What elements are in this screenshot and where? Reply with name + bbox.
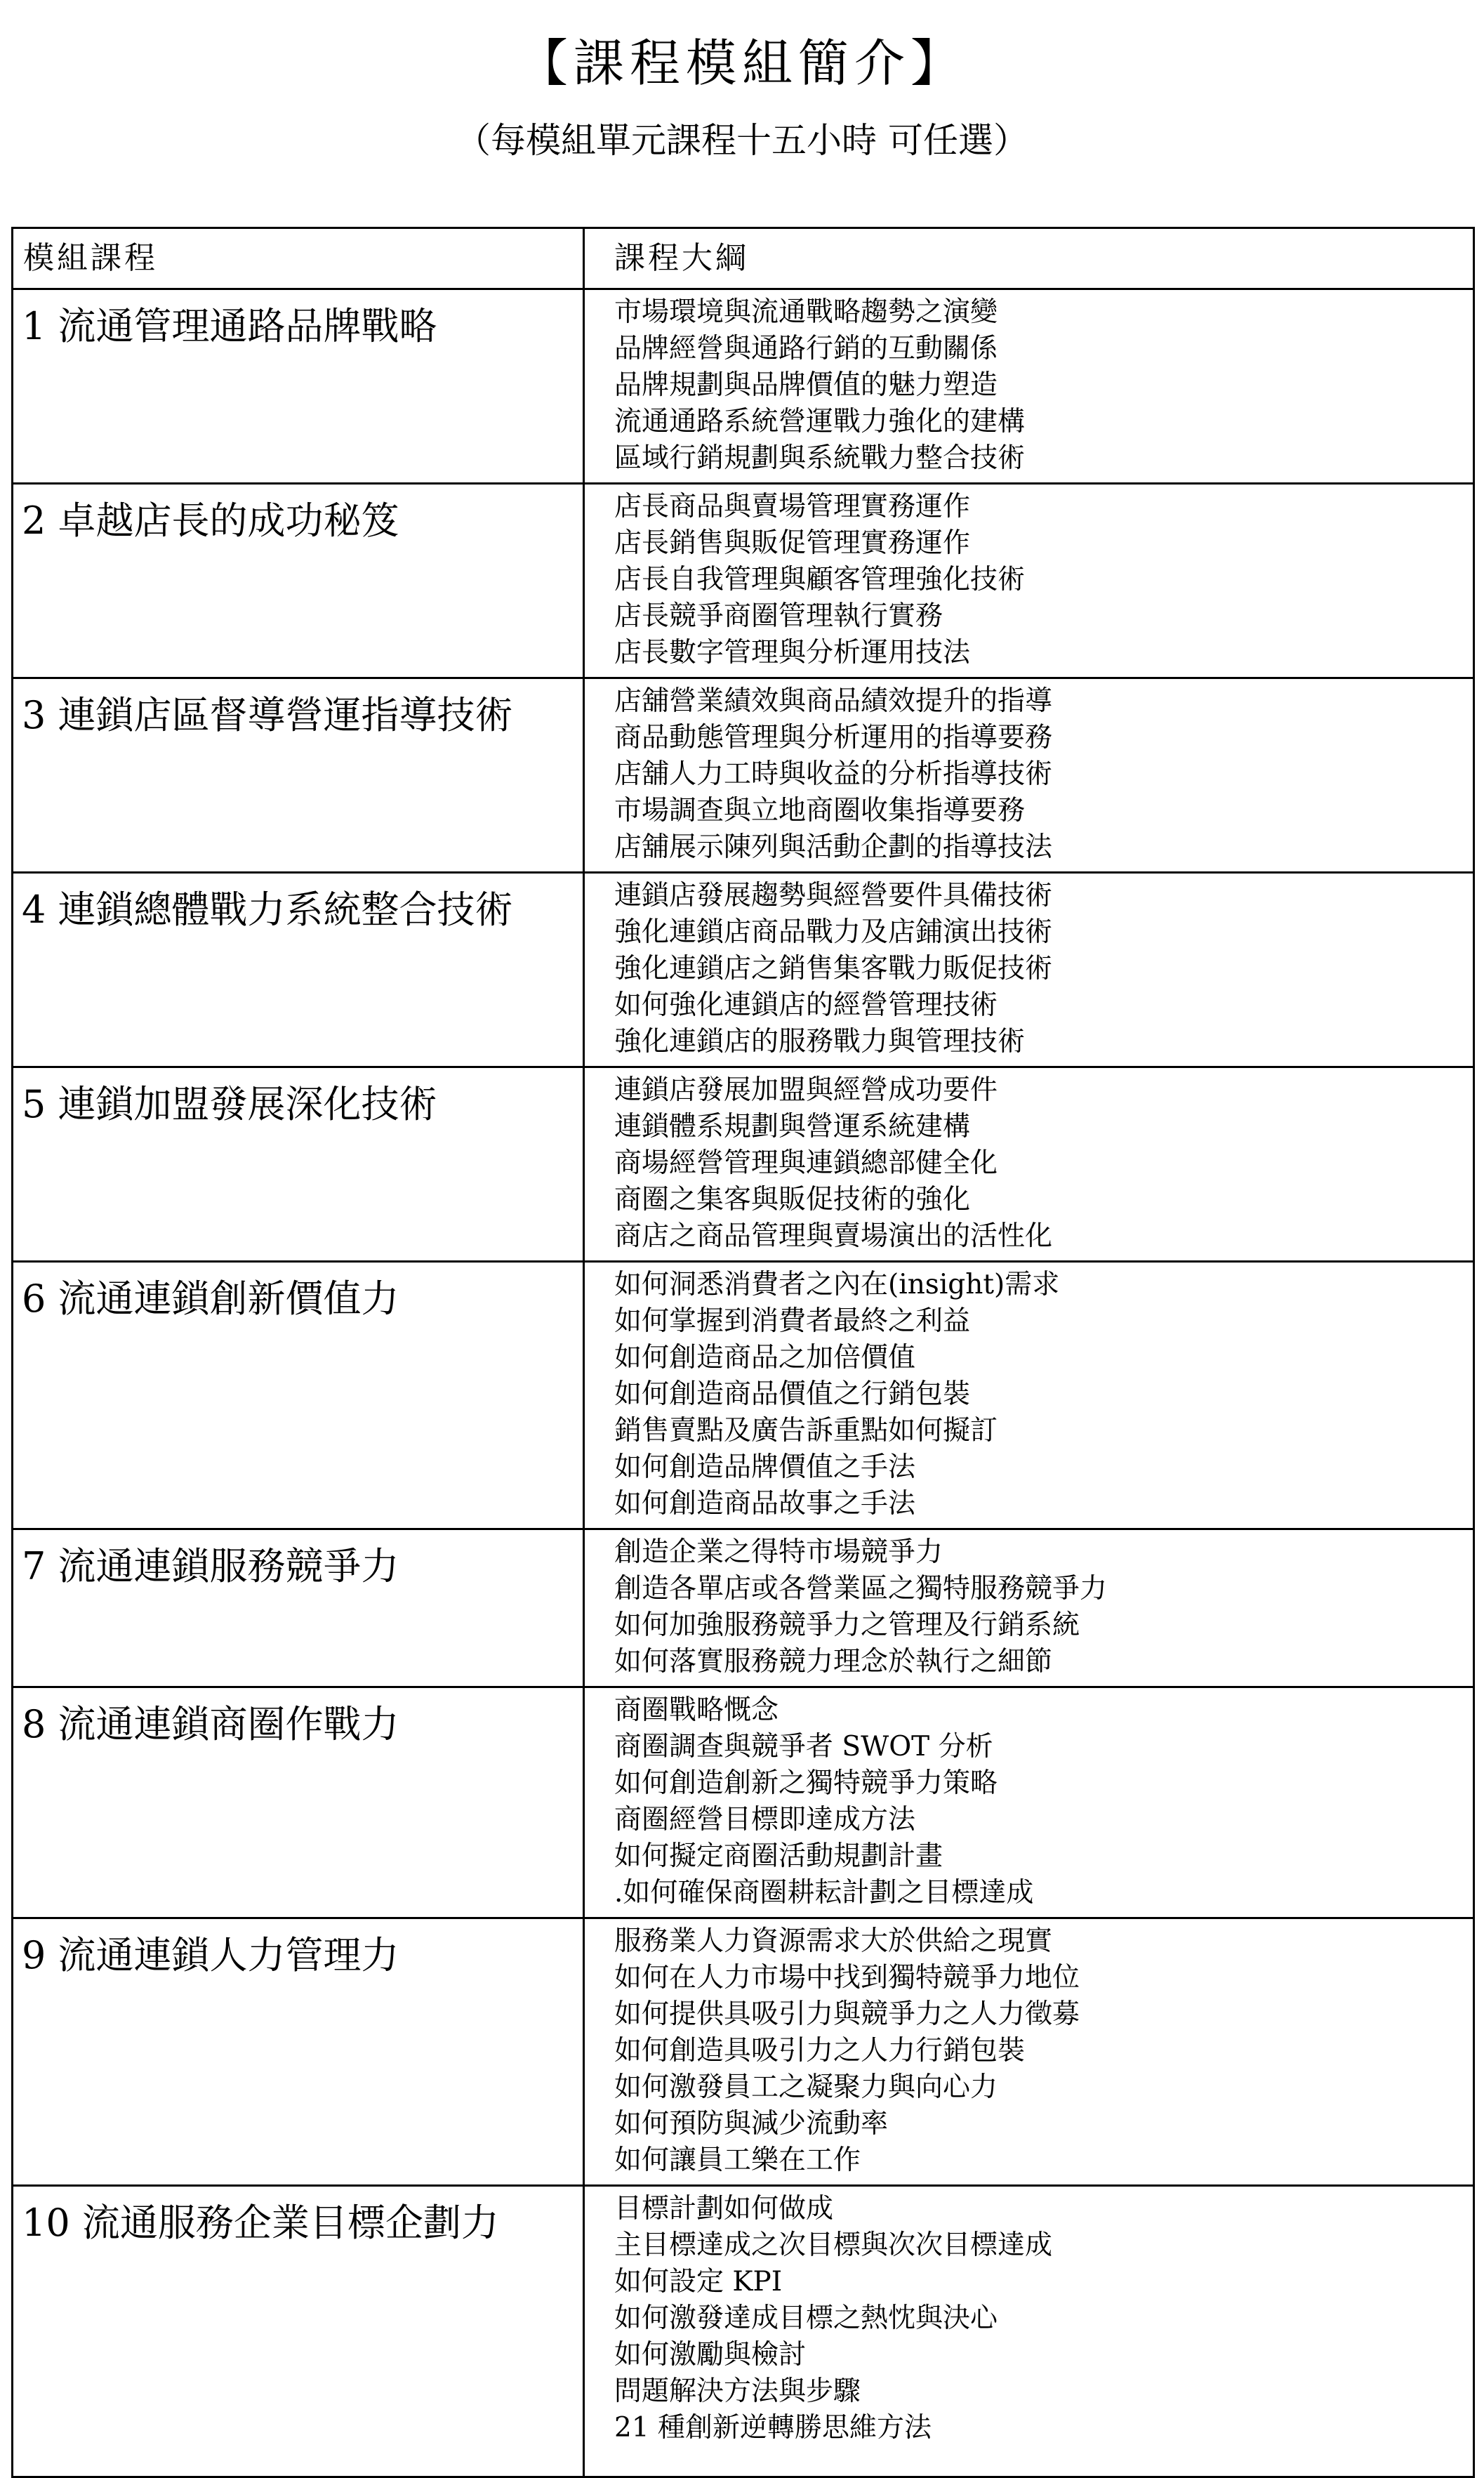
table-row xyxy=(13,484,1474,678)
table-row xyxy=(13,1529,1474,1687)
outline-item: 店舖人力工時與收益的分析指導技術 xyxy=(614,758,1053,790)
module-name: 6 流通連鎖創新價值力 xyxy=(13,1262,584,1529)
module-name: 5 連鎖加盟發展深化技術 xyxy=(13,1067,584,1262)
outline-item: 服務業人力資源需求大於供給之現實 xyxy=(614,1925,1053,1957)
outline-item: 品牌經營與通路行銷的互動關係 xyxy=(614,333,998,364)
module-outline xyxy=(584,2186,1474,2477)
outline-item: 市場調查與立地商圈收集指導要務 xyxy=(614,795,1026,826)
outline-item: 主目標達成之次目標與次次目標達成 xyxy=(614,2229,1053,2261)
outline-item: 如何創造商品故事之手法 xyxy=(614,1488,916,1520)
outline-item: 區域行銷規劃與系統戰力整合技術 xyxy=(614,442,1026,474)
outline-item: 如何在人力市場中找到獨特競爭力地位 xyxy=(614,1962,1080,1993)
outline-item: 品牌規劃與品牌價值的魅力塑造 xyxy=(614,369,998,401)
module-outline xyxy=(584,873,1474,1067)
outline-item: 強化連鎖店的服務戰力與管理技術 xyxy=(614,1026,1026,1057)
outline-item: 目標計劃如何做成 xyxy=(614,2193,834,2225)
page-subtitle: （每模組單元課程十五小時 可任選） xyxy=(456,120,1028,161)
module-name: 1 流通管理通路品牌戰略 xyxy=(13,289,584,484)
module-name: 7 流通連鎖服務競爭力 xyxy=(13,1529,584,1687)
outline-item: 商圈之集客與販促技術的強化 xyxy=(614,1184,971,1215)
outline-item: 如何讓員工樂在工作 xyxy=(614,2144,861,2176)
outline-item: 如何加強服務競爭力之管理及行銷系統 xyxy=(614,1609,1080,1641)
table-row xyxy=(13,289,1474,484)
header-course-outline: 課程大綱 xyxy=(584,228,1474,289)
outline-item: 如何激發達成目標之熱忱與決心 xyxy=(614,2302,998,2334)
module-outline xyxy=(584,1067,1474,1262)
outline-item: 如何設定 KPI xyxy=(614,2266,783,2298)
outline-item: 如何激勵與檢討 xyxy=(614,2339,807,2371)
outline-item: 店舖營業績效與商品績效提升的指導 xyxy=(614,685,1053,717)
course-table xyxy=(11,227,1475,2478)
outline-item: 如何創造具吸引力之人力行銷包裝 xyxy=(614,2035,1026,2067)
module-outline xyxy=(584,1918,1474,2186)
table-row xyxy=(13,678,1474,873)
module-name: 10 流通服務企業目標企劃力 xyxy=(13,2186,584,2477)
course-table-body xyxy=(13,289,1474,2477)
table-row xyxy=(13,1687,1474,1918)
outline-item: 強化連鎖店商品戰力及店鋪演出技術 xyxy=(614,916,1053,948)
outline-item: 商圈戰略慨念 xyxy=(614,1694,779,1726)
outline-item: 商店之商品管理與賣場演出的活性化 xyxy=(614,1220,1053,1252)
outline-item: 店長商品與賣場管理實務運作 xyxy=(614,491,971,522)
table-row xyxy=(13,1262,1474,1529)
outline-item: 如何掌握到消費者最終之利益 xyxy=(614,1305,971,1337)
outline-item: 連鎖店發展加盟與經營成功要件 xyxy=(614,1074,998,1106)
outline-item: 如何創造創新之獨特競爭力策略 xyxy=(614,1767,998,1799)
page-title: 【課程模組簡介】 xyxy=(517,34,967,93)
outline-item: 銷售賣點及廣告訴重點如何擬訂 xyxy=(614,1415,998,1446)
outline-item: 店長自我管理與顧客管理強化技術 xyxy=(614,564,1026,595)
outline-item: 商品動態管理與分析運用的指導要務 xyxy=(614,722,1053,753)
outline-item: 流通通路系統營運戰力強化的建構 xyxy=(614,406,1026,437)
module-outline xyxy=(584,484,1474,678)
module-outline xyxy=(584,1262,1474,1529)
outline-item: 如何預防與減少流動率 xyxy=(614,2108,889,2140)
module-name: 4 連鎖總體戰力系統整合技術 xyxy=(13,873,584,1067)
outline-item: 如何強化連鎖店的經營管理技術 xyxy=(614,989,998,1021)
table-row xyxy=(13,1067,1474,1262)
outline-item: 強化連鎖店之銷售集客戰力販促技術 xyxy=(614,953,1053,984)
outline-item: 店舖展示陳列與活動企劃的指導技法 xyxy=(614,831,1053,863)
outline-item: 如何落實服務競力理念於執行之細節 xyxy=(614,1646,1053,1678)
outline-item: 店長競爭商圈管理執行實務 xyxy=(614,600,943,632)
module-name: 9 流通連鎖人力管理力 xyxy=(13,1918,584,2186)
outline-item: 如何擬定商圈活動規劃計畫 xyxy=(614,1840,943,1872)
outline-item: 如何洞悉消費者之內在(insight)需求 xyxy=(614,1269,1060,1300)
table-row xyxy=(13,2186,1474,2477)
module-outline xyxy=(584,1529,1474,1687)
outline-item: 如何激發員工之凝聚力與向心力 xyxy=(614,2071,998,2103)
outline-item: 市場環境與流通戰略趨勢之演變 xyxy=(614,296,998,328)
outline-item: 如何提供具吸引力與競爭力之人力徵募 xyxy=(614,1998,1080,2030)
outline-item: 商圈調查與競爭者 SWOT 分析 xyxy=(614,1731,993,1762)
outline-item: 如何創造商品之加倍價值 xyxy=(614,1342,916,1373)
module-name: 3 連鎖店區督導營運指導技術 xyxy=(13,678,584,873)
outline-item: 創造企業之得特市場競爭力 xyxy=(614,1536,943,1568)
outline-item: 商圈經營目標即達成方法 xyxy=(614,1804,916,1836)
module-outline xyxy=(584,678,1474,873)
outline-item: 如何創造商品價值之行銷包裝 xyxy=(614,1378,971,1410)
table-row xyxy=(13,873,1474,1067)
module-name: 2 卓越店長的成功秘笈 xyxy=(13,484,584,678)
outline-item: 如何創造品牌價值之手法 xyxy=(614,1451,916,1483)
outline-item: 問題解決方法與步驟 xyxy=(614,2375,861,2407)
module-outline xyxy=(584,1687,1474,1918)
outline-item: 21 種創新逆轉勝思維方法 xyxy=(614,2412,932,2444)
outline-item: 店長銷售與販促管理實務運作 xyxy=(614,527,971,559)
table-row xyxy=(13,1918,1474,2186)
header-module-course: 模組課程 xyxy=(13,228,584,289)
module-name: 8 流通連鎖商圈作戰力 xyxy=(13,1687,584,1918)
module-outline xyxy=(584,289,1474,484)
outline-item: 創造各單店或各營業區之獨特服務競爭力 xyxy=(614,1573,1108,1604)
outline-item: 連鎖店發展趨勢與經營要件具備技術 xyxy=(614,880,1053,911)
outline-item: 商場經營管理與連鎖總部健全化 xyxy=(614,1147,998,1179)
table-header-row xyxy=(13,228,1474,289)
outline-item: 店長數字管理與分析運用技法 xyxy=(614,637,971,668)
outline-item: 連鎖體系規劃與營運系統建構 xyxy=(614,1111,971,1142)
outline-item: .如何確保商圈耕耘計劃之目標達成 xyxy=(614,1877,1034,1909)
